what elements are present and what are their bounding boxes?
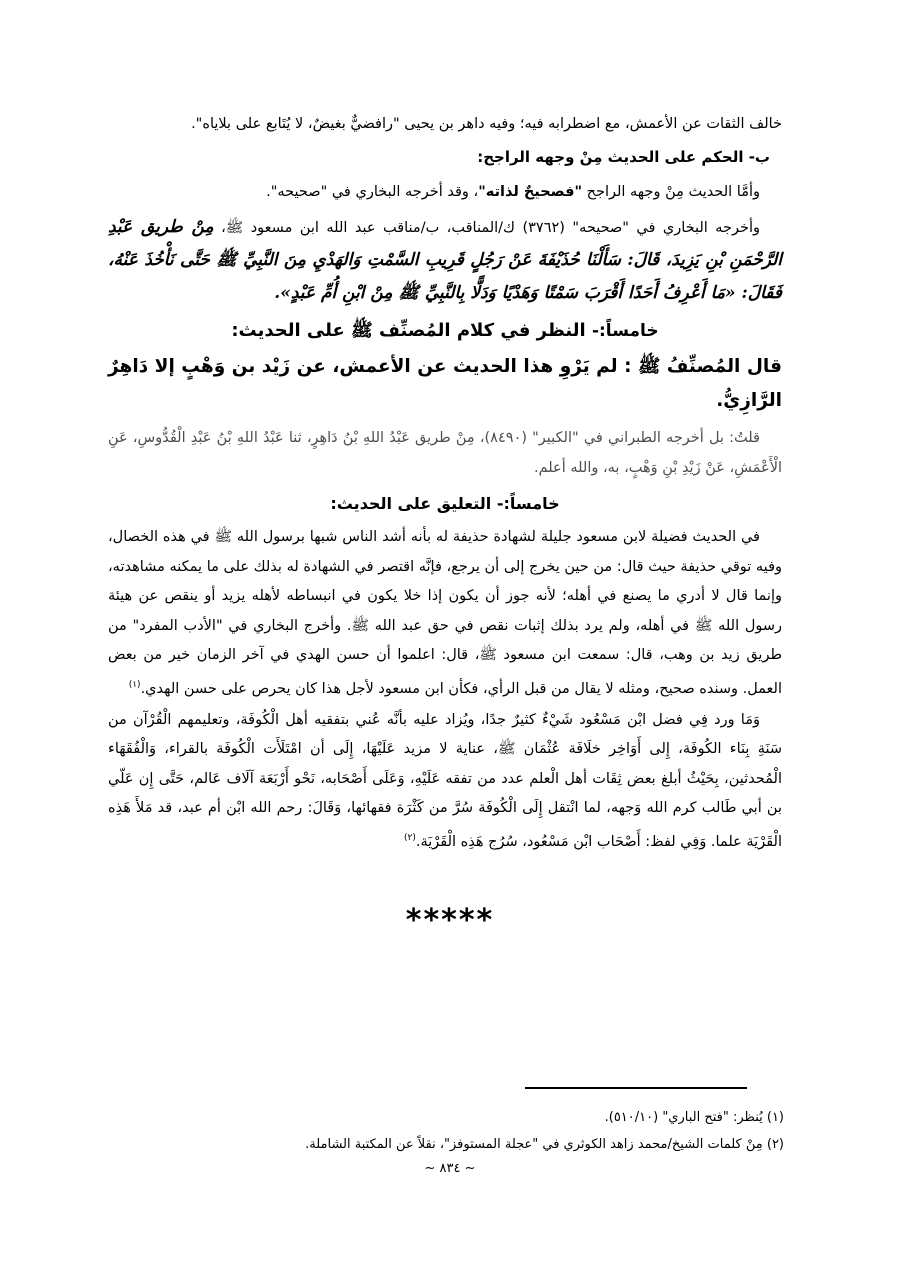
section-title-taliq bbox=[108, 487, 782, 521]
section-separator-stars: ***** bbox=[405, 903, 495, 938]
footnote-1: (١) يُنظر: "فتح الباري" (٥١٠/١٠). bbox=[604, 1110, 784, 1125]
page-number: ~ ٨٣٤ ~ bbox=[424, 1161, 476, 1176]
section-title-prefix-2: خامساً:- bbox=[496, 494, 560, 513]
fadila-text: في الحديث فضيلة لابن مسعود جليلة لشهادة حذيفة له بأنه أشد الناس شبها برسول الله ﷺ في هذه الخصال، وفيه توقي حذيفة حيث قال: من حين يخرج إلى أن يرجع، فإنَّه اقتصر في الشهادة له بذلك على ما يمكنه مشاهدته، وإنما قال لا أدري ما يصنع في أهله؛ لأنه جوز أن يكون إذا خلا يكون في انبساطه لأهله يزيد أو ينقص عن هيئة رسول الله ﷺ في أهله، ولم يرد بذلك إثبات نقص في حق عبد الله ﷺ. وأخرج البخاري في "الأدب المفرد" من طريق زيد بن وهب، قال: سمعت ابن مسعود ﷺ، قال: اعلموا أن حسن الهدي في آخر الزمان خير من بعض العمل. وسنده صحيح، ومثله لا يقال من قبل الرأي، فكأن ابن مسعود لأجل هذا كان يحرص على حسن الهدي. bbox=[108, 529, 782, 697]
footnote-2: (٢) مِنْ كلمات الشيخ/محمد زاهد الكوثري في "عجلة المستوفز"، نقلاً عن المكتبة الشاملة. bbox=[305, 1137, 784, 1152]
section-title-prefix: خامساً:- bbox=[591, 321, 659, 341]
paragraph-rajih bbox=[108, 178, 782, 208]
section-title-nazar bbox=[108, 314, 782, 348]
paragraph-qultu: قلتُ: بل أخرجه الطبراني في "الكبير" (٨٤٩٠)، مِنْ طريق عَبْدُ اللهِ بْنُ دَاهِرٍ، ثنا عَبْدُ اللهِ بْنُ عَبْدِ الْقُدُّوسِ، عَنِ الْأَعْمَشِ، عَنْ زَيْدِ بْنِ وَهْبٍ، به، والله أعلم. bbox=[108, 430, 782, 476]
paragraph-fadila bbox=[108, 523, 782, 704]
hadith-text: مِنْ طريق عَبْدِ الرَّحْمَنِ بْنِ يَزِيدَ، قَالَ: سَأَلْنَا حُذَيْفَةَ عَنْ رَجُلٍ قَرِيبِ السَّمْتِ وَالهَدْيِ مِنَ النَّبِيِّ ﷺ حَتَّى نَأْخُذَ عَنْهُ، فَقَالَ: «مَا أَعْرِفُ أَحَدًا أَقْرَبَ سَمْتًا وَهَدْيًا وَدَلًّا بِالنَّبِيِّ ﷺ مِنْ ابْنِ أُمِّ عَبْدٍ». bbox=[108, 217, 782, 303]
section-title-text-2: التعليق على الحديث: bbox=[330, 494, 497, 513]
bukhari-citation: وأخرجه البخاري في "صحيحه" (٣٧٦٢) ك/المناقب، ب/مناقب عبد الله ابن مسعود ﷺ، bbox=[213, 220, 760, 236]
footnote-divider bbox=[525, 1087, 747, 1089]
main-text bbox=[108, 110, 782, 857]
kufa-text: وَمَا ورد فِي فضل ابْن مَسْعُود شَيْءٌ كثيرٌ جدًا، ويُزاد عليه بأنَّه عُني بتفقيه أهل الْكُوفَة، وتعليمهم الْقُرْآن من سَنَةِ بِنَاء الكُوفَة، إِلى أَوَاخِر خلَافَة عُثْمَان ﷺ، عناية لا مزيد عَلَيْهَا، إِلَى أن امْتَلَأَت الْكُوفَة بالقراء، وَالْفُقَهَاء الْمُحدثين، بِحَيْثُ أبلغ بعض ثِقَات أهل الْعلم عدد من تفقه عَلَيْهِ، وَعَلَى أَصْحَابه، نَحْو أَرْبَعَة آلَاف عَالم، حَتَّى إِن عَلّي بن أبي طَالب كرم الله وَجهه، لما انْتقل إِلَى الْكُوفَة سُرَّ من كَثْرَة فقهائها، وَقَالَ: رحم الله ابْن أم عبد، قد مَلأَ هَذِه الْقَرْيَة علما. وَفِي لفظ: أَصْحَاب ابْن مَسْعُود، سُرُج هَذِه الْقَرْيَة. bbox=[108, 711, 782, 850]
paragraph-kufa bbox=[108, 706, 782, 857]
section-title-text: النظر في كلام المُصنِّف ﷺ على الحديث: bbox=[231, 320, 592, 341]
intro-line: خالف الثقات عن الأعمش، مع اضطرابه فيه؛ وفيه داهر بن يحيى "رافضيٌّ بغيضٌ، لا يُتَابع على بلاياه". bbox=[191, 116, 782, 132]
rajih-text-2: ، وقد أخرجه البخاري في "صحيحه". bbox=[266, 183, 479, 200]
footnotes bbox=[264, 1104, 784, 1158]
author-saying: قال المُصنِّفُ ﷺ : لم يَرْوِ هذا الحديث عن الأعمش، عن زَيْد بن وَهْبٍ إلا دَاهِرٌ الرَّازِيُّ. bbox=[108, 356, 782, 411]
footnote-ref-1[interactable]: (١) bbox=[128, 679, 141, 690]
rajih-verdict: "فصحيحٌ لذاته" bbox=[478, 183, 583, 200]
paragraph-bukhari bbox=[108, 211, 782, 310]
rajih-text-1: وأمَّا الحديث مِنْ وجهه الراجح bbox=[582, 183, 760, 200]
footnote-ref-2[interactable]: (٢) bbox=[404, 832, 416, 843]
subheading-rajih: ب- الحكم على الحديث مِنْ وجهه الراجح: bbox=[477, 147, 770, 166]
